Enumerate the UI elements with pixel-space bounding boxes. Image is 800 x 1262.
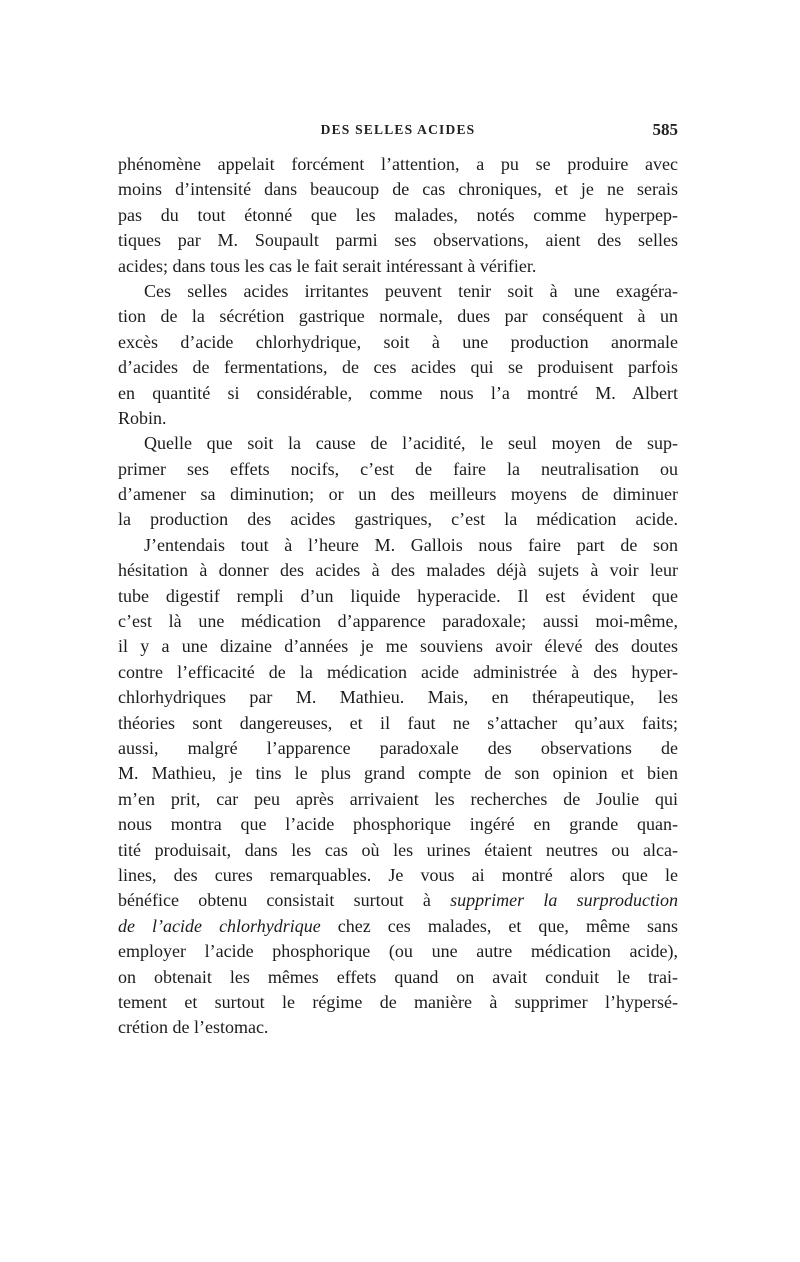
text-fragment: bénéfice obtenu consistait surtout à xyxy=(118,890,451,911)
text-line: tité produisait, dans les cas où les urines étaient neutres ou alca- xyxy=(118,839,678,860)
text-line: il y a une dizaine d’années je me souviens avoir élevé des doutes xyxy=(118,636,678,657)
text-line: J’entendais tout à l’heure M. Gallois nous faire part de son xyxy=(144,534,678,555)
body-text xyxy=(118,152,678,1041)
running-head xyxy=(118,122,678,142)
text-line: d’acides de fermentations, de ces acides qui se produisent parfois xyxy=(118,357,678,378)
text-line: pas du tout étonné que les malades, notés comme hyperpep- xyxy=(118,204,678,225)
text-fragment: chez ces malades, et que, même sans xyxy=(320,915,678,936)
text-line: Robin. xyxy=(118,407,167,428)
text-line: chlorhydriques par M. Mathieu. Mais, en thérapeutique, les xyxy=(118,687,678,708)
text-line: employer l’acide phosphorique (ou une autre médication acide), xyxy=(118,941,678,962)
text-line: M. Mathieu, je tins le plus grand compte de son opinion et bien xyxy=(118,763,678,784)
page-number: 585 xyxy=(652,120,678,139)
text-line: aussi, malgré l’apparence paradoxale des observations de xyxy=(118,737,678,758)
running-title: DES SELLES ACIDES xyxy=(320,122,476,137)
text-line: phénomène appelait forcément l’attention, a pu se produire avec xyxy=(118,154,678,174)
text-line: hésitation à donner des acides à des malades déjà sujets à voir leur xyxy=(118,560,678,581)
text-line: la production des acides gastriques, c’est la médication acide. xyxy=(118,509,678,530)
emphasis-text: supprimer la surproduction xyxy=(450,890,678,911)
text-line: excès d’acide chlorhydrique, soit à une production anormale xyxy=(118,331,678,352)
text-line: m’en prit, car peu après arrivaient les recherches de Joulie qui xyxy=(118,788,678,809)
emphasis-text: de l’acide chlorhydrique xyxy=(118,915,321,936)
text-line: théories sont dangereuses, et il faut ne s’attacher qu’aux faits; xyxy=(118,712,678,733)
text-line: on obtenait les mêmes effets quand on avait conduit le trai- xyxy=(118,966,678,987)
text-line: primer ses effets nocifs, c’est de faire la neutralisation ou xyxy=(118,458,678,479)
text-line: crétion de l’estomac. xyxy=(118,1017,269,1038)
text-line-with-emphasis xyxy=(118,914,678,939)
text-line-with-emphasis xyxy=(118,888,678,913)
text-line: acides; dans tous les cas le fait serait intéressant à vérifier. xyxy=(118,255,537,276)
text-line: c’est là une médication d’apparence paradoxale; aussi moi-même, xyxy=(118,611,678,632)
text-line: nous montra que l’acide phosphorique ingéré en grande quan- xyxy=(118,814,678,835)
text-line: tiques par M. Soupault parmi ses observations, aient des selles xyxy=(118,230,678,251)
text-line: d’amener sa diminution; or un des meilleurs moyens de diminuer xyxy=(118,484,678,505)
text-line: moins d’intensité dans beaucoup de cas chroniques, et je ne serais xyxy=(118,179,678,200)
text-line: lines, des cures remarquables. Je vous ai montré alors que le xyxy=(118,864,678,885)
text-line: en quantité si considérable, comme nous l’a montré M. Albert xyxy=(118,382,678,403)
text-line: Ces selles acides irritantes peuvent tenir soit à une exagéra- xyxy=(144,280,678,301)
text-line: tion de la sécrétion gastrique normale, dues par conséquent à un xyxy=(118,306,678,327)
text-line: tube digestif rempli d’un liquide hyperacide. Il est évident que xyxy=(118,585,678,606)
text-line: contre l’efficacité de la médication acide administrée à des hyper- xyxy=(118,661,678,682)
text-line: tement et surtout le régime de manière à supprimer l’hypersé- xyxy=(118,991,678,1012)
text-line: Quelle que soit la cause de l’acidité, le seul moyen de sup- xyxy=(144,433,678,454)
